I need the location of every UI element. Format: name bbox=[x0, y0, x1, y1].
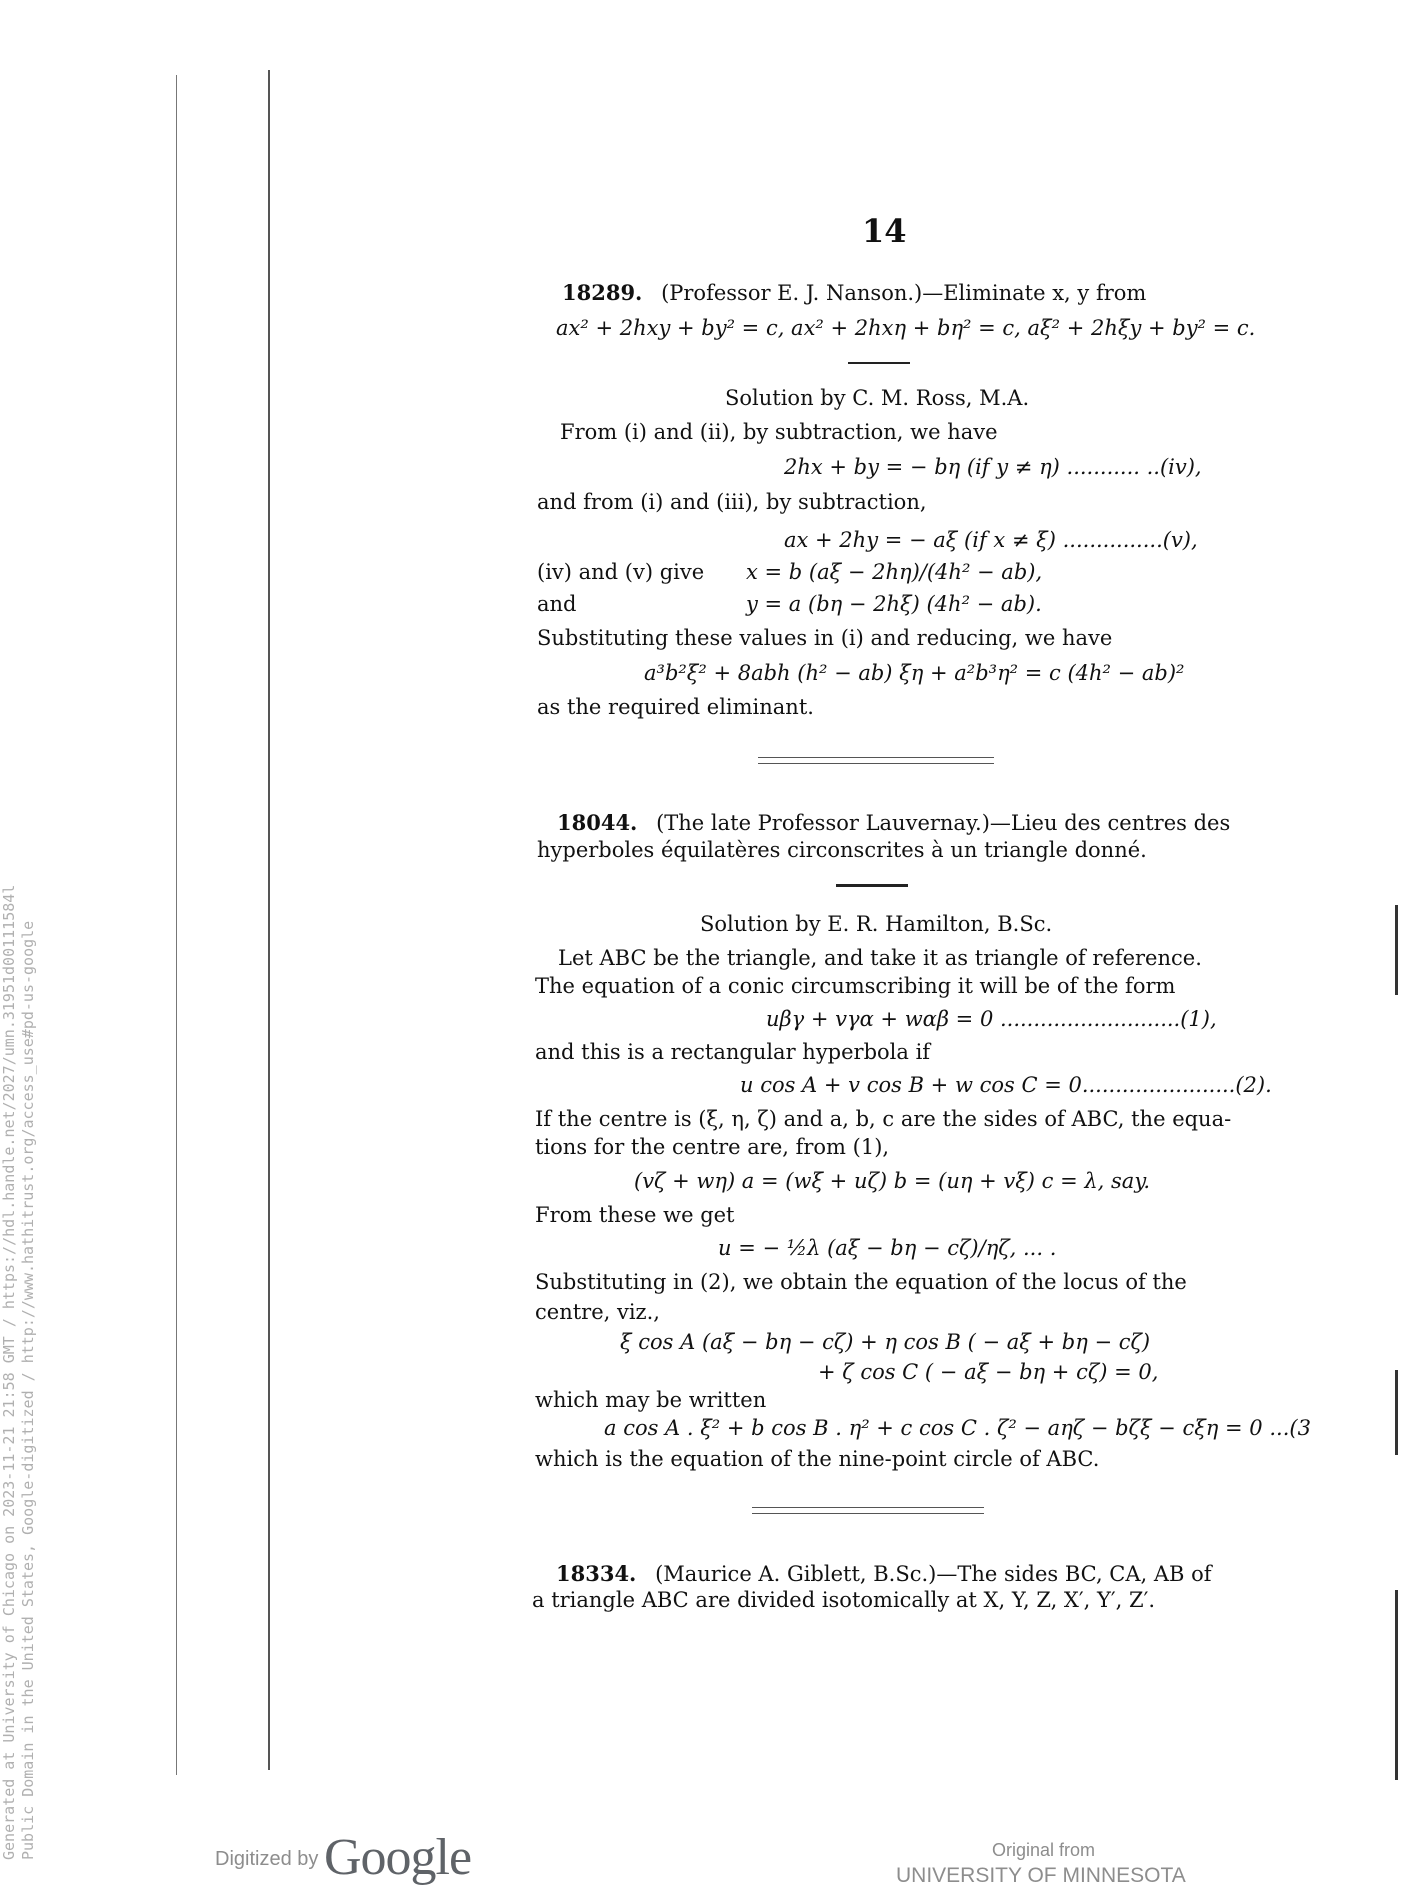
problem-1-heading bbox=[562, 282, 1146, 304]
problem-2-header-line-1: (The late Professor Lauvernay.)—Lieu des centres des bbox=[656, 811, 1231, 835]
digitized-by-label: Digitized by bbox=[215, 1848, 319, 1870]
problem-2-line: If the centre is (ξ, η, ζ) and a, b, c are the sides of ABC, the equa- bbox=[535, 1107, 1232, 1131]
section-separator bbox=[752, 1507, 984, 1508]
problem-1-line: and bbox=[537, 592, 577, 616]
google-logo: Google bbox=[324, 1829, 472, 1886]
scan-edge-right-2 bbox=[1395, 1370, 1398, 1455]
problem-2-line: u = − ½λ (aξ − bη − cζ)/ηζ, ... . bbox=[718, 1236, 1057, 1260]
page-number: 14 bbox=[862, 212, 907, 250]
problem-1-line: (iv) and (v) give bbox=[537, 560, 705, 584]
problem-1-line: as the required eliminant. bbox=[537, 695, 814, 719]
problem-1-header: (Professor E. J. Nanson.)—Eliminate x, y from bbox=[661, 281, 1147, 305]
problem-2-line: From these we get bbox=[535, 1203, 735, 1227]
section-separator bbox=[758, 763, 994, 764]
problem-2-line: a cos A . ξ² + b cos B . η² + c cos C . ζ² − aηζ − bζξ − cξη = 0 ...(3 bbox=[604, 1416, 1311, 1440]
scan-edge-right bbox=[1395, 905, 1398, 995]
problem-1-number: 18289. bbox=[562, 280, 643, 305]
problem-2-line: Substituting in (2), we obtain the equation of the locus of the bbox=[535, 1270, 1187, 1294]
problem-3-heading bbox=[556, 1563, 1212, 1585]
watermark-line-1: Generated at University of Chicago on 2023-11-21 21:58 GMT / https://hdl.handle.net/2027/umn.31951d00111584l bbox=[0, 884, 18, 1860]
problem-2-line: ξ cos A (aξ − bη − cζ) + η cos B ( − aξ + bη − cζ) bbox=[620, 1330, 1151, 1354]
problem-2-line: which is the equation of the nine-point circle of ABC. bbox=[535, 1447, 1100, 1471]
section-separator bbox=[758, 757, 994, 758]
problem-1-line: ax + 2hy = − aξ (if x ≠ ξ) ...............(v), bbox=[784, 528, 1198, 552]
problem-1-line: x = b (aξ − 2hη)/(4h² − ab), bbox=[746, 560, 1043, 584]
problem-2-line: tions for the centre are, from (1), bbox=[535, 1135, 890, 1159]
problem-1-solution-by: Solution by C. M. Ross, M.A. bbox=[725, 386, 1030, 410]
problem-3-header-line-1: (Maurice A. Giblett, B.Sc.)—The sides BC, CA, AB of bbox=[655, 1562, 1212, 1586]
problem-1-line: y = a (bη − 2hξ) (4h² − ab). bbox=[746, 592, 1042, 616]
watermark-line-2: Public Domain in the United States, Google-digitized / http://www.hathitrust.org/access_use#pd-us-google bbox=[19, 920, 37, 1860]
problem-2-line: Let ABC be the triangle, and take it as triangle of reference. bbox=[558, 946, 1202, 970]
problem-1-equation: ax² + 2hxy + by² = c, ax² + 2hxη + bη² = c, aξ² + 2hξy + by² = c. bbox=[556, 316, 1256, 340]
original-from-label: Original from bbox=[992, 1840, 1096, 1860]
problem-2-line: The equation of a conic circumscribing it will be of the form bbox=[535, 974, 1176, 998]
institution-label: UNIVERSITY OF MINNESOTA bbox=[896, 1864, 1186, 1887]
problem-2-line: which may be written bbox=[535, 1388, 767, 1412]
problem-2-number: 18044. bbox=[557, 810, 638, 835]
problem-2-line: u cos A + v cos B + w cos C = 0.......................(2). bbox=[740, 1073, 1272, 1097]
problem-1-line: a³b²ξ² + 8abh (h² − ab) ξη + a²b³η² = c (4h² − ab)² bbox=[644, 661, 1185, 685]
problem-1-line: Substituting these values in (i) and reducing, we have bbox=[537, 626, 1113, 650]
problem-1-short-rule bbox=[848, 362, 910, 364]
problem-1-line: 2hx + by = − bη (if y ≠ η) ........... ..(iv), bbox=[784, 455, 1202, 479]
scan-edge-right-3 bbox=[1395, 1590, 1398, 1780]
problem-2-header-line-2: hyperboles équilatères circonscrites à un triangle donné. bbox=[537, 838, 1147, 862]
problem-1-line: From (i) and (ii), by subtraction, we have bbox=[560, 420, 998, 444]
problem-2-heading bbox=[557, 812, 1230, 834]
problem-2-line: (vζ + wη) a = (wξ + uζ) b = (uη + vξ) c = λ, say. bbox=[634, 1169, 1151, 1193]
section-separator bbox=[752, 1513, 984, 1514]
problem-2-line: + ζ cos C ( − aξ − bη + cζ) = 0, bbox=[818, 1360, 1159, 1384]
problem-1-line: and from (i) and (iii), by subtraction, bbox=[537, 490, 927, 514]
binding-line-left bbox=[176, 75, 177, 1775]
problem-2-solution-by: Solution by E. R. Hamilton, B.Sc. bbox=[700, 912, 1053, 936]
problem-3-number: 18334. bbox=[556, 1561, 637, 1586]
problem-3-header-line-2: a triangle ABC are divided isotomically at X, Y, Z, X′, Y′, Z′. bbox=[532, 1588, 1156, 1612]
problem-2-line: and this is a rectangular hyperbola if bbox=[535, 1040, 931, 1064]
problem-2-short-rule bbox=[836, 884, 908, 887]
binding-line-right bbox=[268, 70, 270, 1770]
problem-2-line: centre, viz., bbox=[535, 1300, 660, 1324]
problem-2-line: uβγ + vγα + wαβ = 0 ...........................(1), bbox=[766, 1007, 1217, 1031]
hathitrust-watermark bbox=[0, 885, 38, 1860]
